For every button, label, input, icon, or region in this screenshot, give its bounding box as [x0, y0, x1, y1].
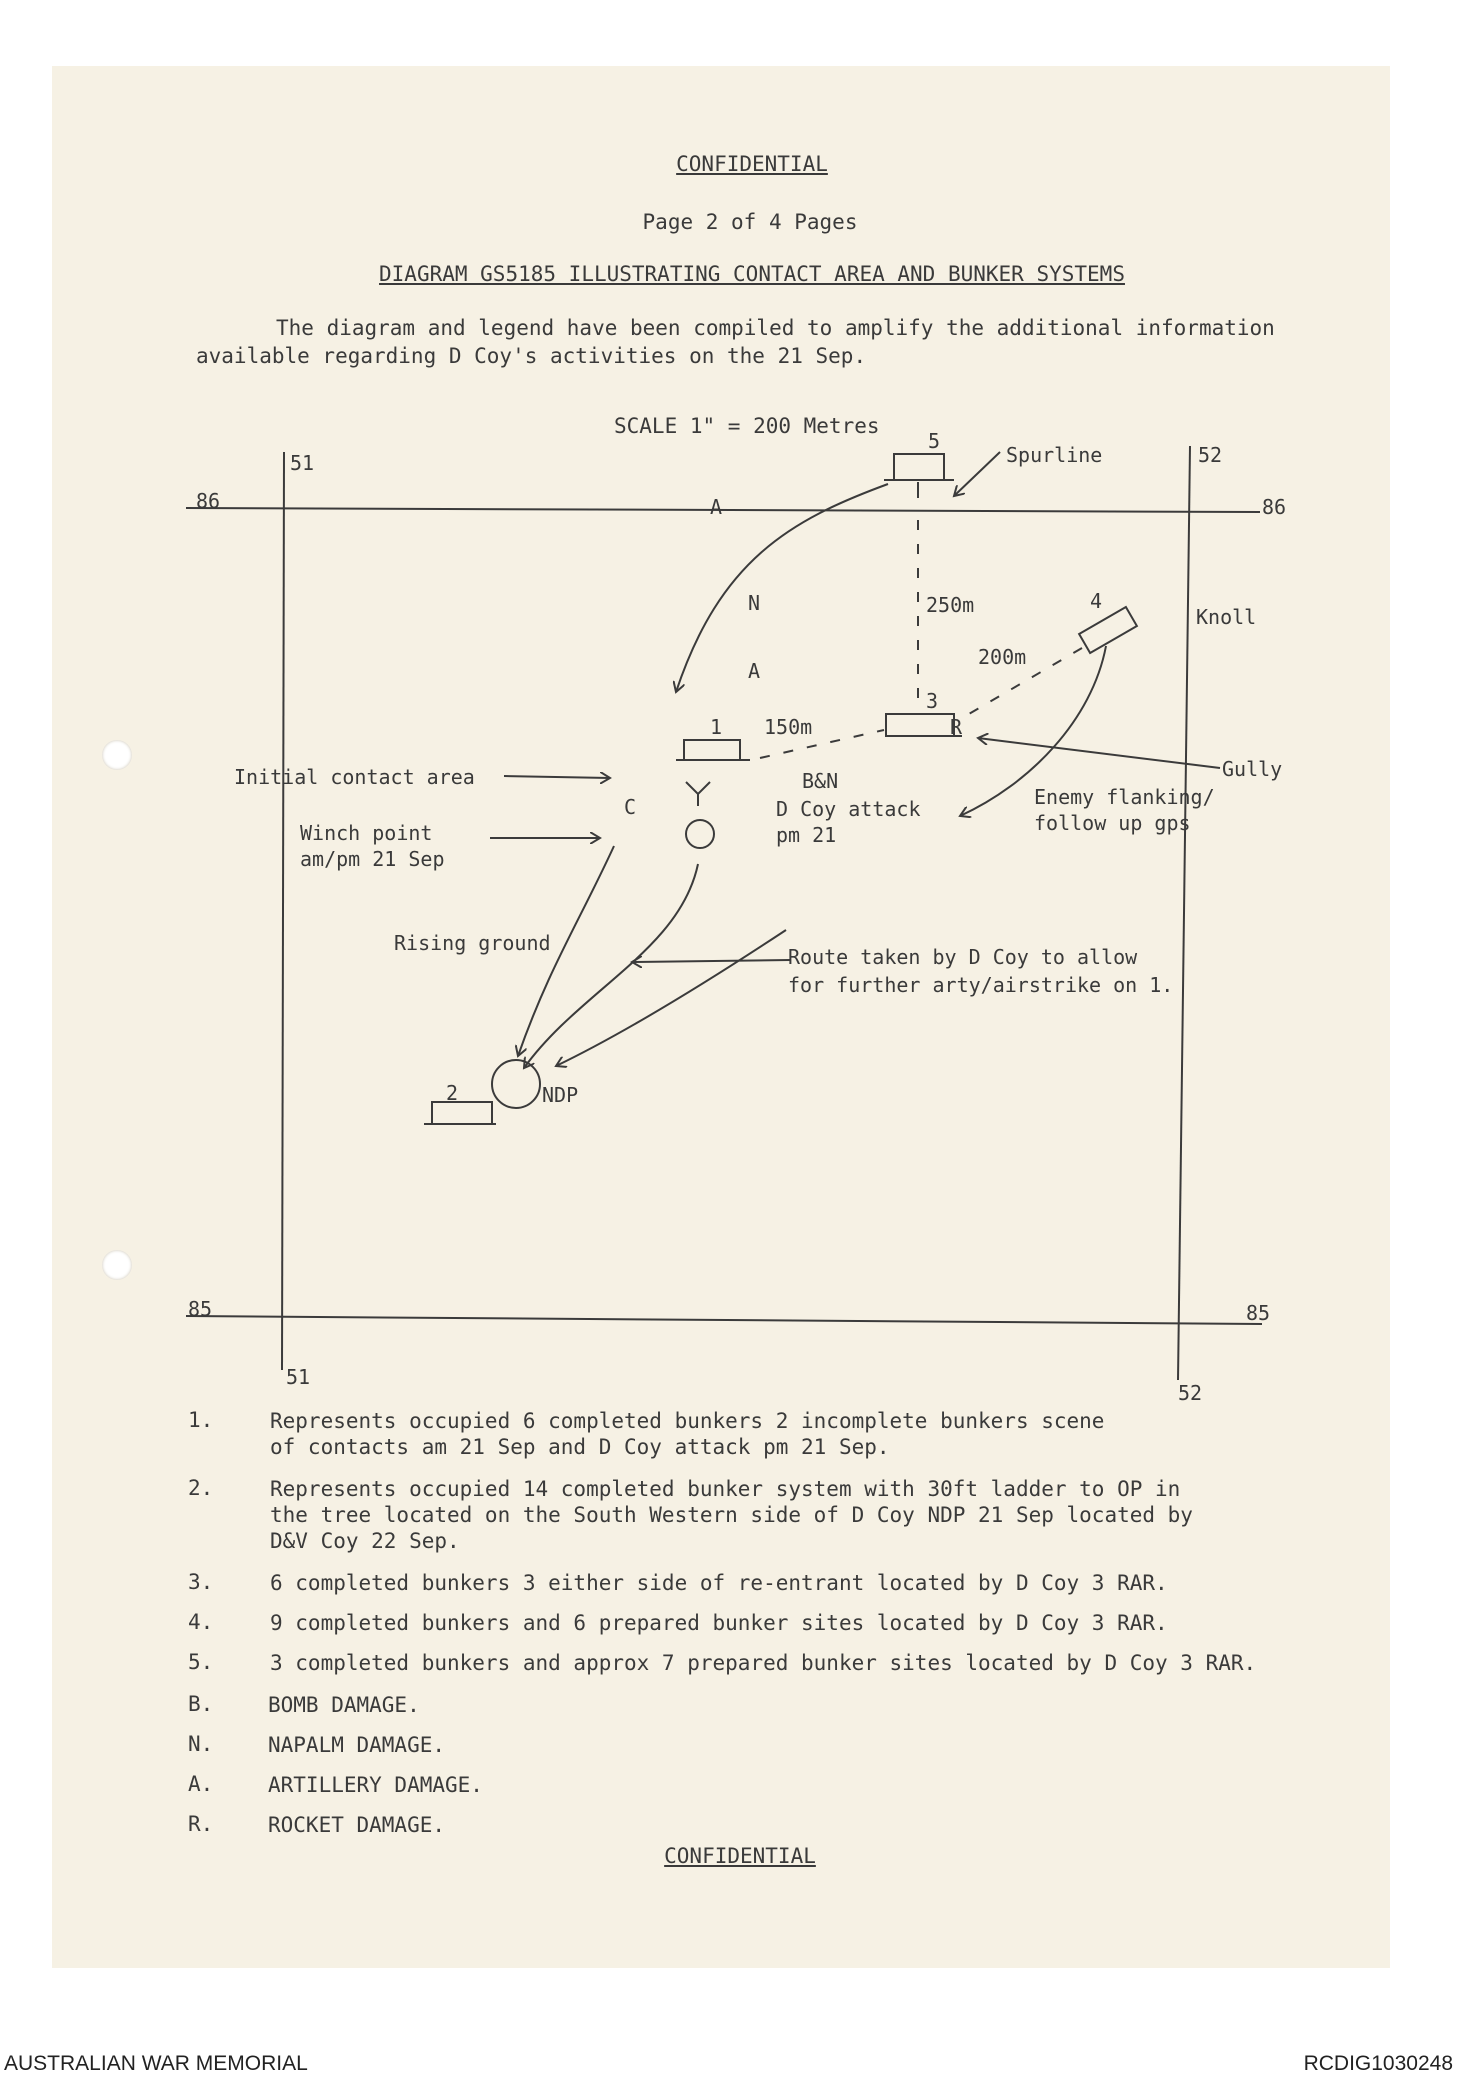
gully-arrow	[978, 738, 1220, 768]
legend-item-1-line-2: of contacts am 21 Sep and D Coy attack pm 21 Sep.	[270, 1435, 890, 1459]
winch-point-line-1: Winch point	[300, 821, 433, 845]
document-title: DIAGRAM GS5185 ILLUSTRATING CONTACT AREA AND BUNKER SYSTEMS	[379, 262, 1125, 286]
legend-key-n: N.	[188, 1732, 214, 1756]
route-label-line-2: for further arty/airstrike on 1.	[788, 973, 1174, 997]
bunker-3-label: 3	[926, 689, 939, 713]
winch-point-circle	[686, 820, 714, 848]
classification-bottom: CONFIDENTIAL	[664, 1844, 816, 1868]
grid-label-51-bottom: 51	[286, 1365, 311, 1389]
route-annotation-arrow	[632, 960, 790, 962]
attack-label-line-2: pm 21	[776, 823, 837, 847]
distance-200m: 200m	[978, 645, 1027, 669]
attack-y-symbol	[686, 782, 710, 806]
distance-150m: 150m	[764, 715, 813, 739]
grid-line-85	[186, 1316, 1262, 1324]
legend-key-a: A.	[188, 1772, 214, 1796]
grid-line-51	[282, 452, 284, 1370]
grid-label-52-bottom: 52	[1178, 1381, 1203, 1405]
knoll-label: Knoll	[1196, 605, 1257, 629]
spurline-label: Spurline	[1006, 443, 1103, 467]
archive-id: RCDIG1030248	[1303, 2052, 1453, 2075]
grid-label-86-left: 86	[196, 489, 221, 513]
legend-item-2	[270, 1476, 1193, 1554]
ndp-circle	[492, 1060, 540, 1108]
grid-label-86-right: 86	[1262, 495, 1287, 519]
initial-contact-arrow	[504, 776, 610, 778]
classification-top: CONFIDENTIAL	[676, 152, 828, 176]
legend-item-2-line-1: Represents occupied 14 completed bunker system with 30ft ladder to OP in	[270, 1477, 1181, 1501]
legend-item-a: ARTILLERY DAMAGE.	[268, 1773, 483, 1797]
grid-line-52	[1178, 446, 1190, 1380]
napalm-label: N	[748, 591, 761, 615]
initial-contact-label: Initial contact area	[234, 765, 475, 789]
intro-line-1: The diagram and legend have been compiled to amplify the additional information	[276, 316, 1275, 340]
legend-key-1: 1.	[188, 1408, 214, 1432]
bunker-5-label: 5	[928, 429, 941, 453]
grid-label-85-right: 85	[1246, 1301, 1271, 1325]
bunker-3-symbol	[886, 714, 954, 736]
bunker-4-label: 4	[1090, 589, 1103, 613]
grid-line-86	[186, 508, 1260, 512]
legend-key-b: B.	[188, 1692, 214, 1716]
bunker-1-symbol	[684, 740, 740, 760]
grid-label-52-top: 52	[1198, 443, 1223, 467]
intro-line-2: available regarding D Coy's activities on the 21 Sep.	[196, 344, 867, 368]
legend-item-n: NAPALM DAMAGE.	[268, 1733, 446, 1757]
legend-key-2: 2.	[188, 1476, 214, 1500]
enemy-flanking-line-1: Enemy flanking/	[1034, 785, 1215, 809]
legend-item-1-line-1: Represents occupied 6 completed bunkers 2 incomplete bunkers scene	[270, 1409, 1105, 1433]
grid-label-85-left: 85	[188, 1297, 213, 1321]
bunker-5-symbol	[894, 454, 944, 480]
artillery-label-top: A	[710, 495, 723, 519]
contact-label-c: C	[624, 795, 637, 819]
gully-label: Gully	[1222, 757, 1283, 781]
enemy-flanking-line-2: follow up gps	[1034, 811, 1191, 835]
legend-key-3: 3.	[188, 1570, 214, 1594]
legend-key-5: 5.	[188, 1650, 214, 1674]
legend-item-2-line-3: D&V Coy 22 Sep.	[270, 1529, 460, 1553]
legend-key-4: 4.	[188, 1610, 214, 1634]
spurline-arrow	[954, 452, 1000, 496]
legend-item-b: BOMB DAMAGE.	[268, 1693, 420, 1717]
legend-item-2-line-2: the tree located on the South Western side of D Coy NDP 21 Sep located by	[270, 1503, 1193, 1527]
legend-item-4: 9 completed bunkers and 6 prepared bunker sites located by D Coy 3 RAR.	[270, 1611, 1168, 1635]
legend-item-5: 3 completed bunkers and approx 7 prepared bunker sites located by D Coy 3 RAR.	[270, 1651, 1257, 1675]
legend-item-r: ROCKET DAMAGE.	[268, 1813, 446, 1837]
grid-label-51-top: 51	[290, 451, 315, 475]
attack-label-line-1: D Coy attack	[776, 797, 921, 821]
distance-250m: 250m	[926, 593, 975, 617]
scale-note: SCALE 1" = 200 Metres	[614, 414, 880, 438]
page-number: Page 2 of 4 Pages	[642, 210, 858, 234]
archive-credit: AUSTRALIAN WAR MEMORIAL	[4, 2052, 308, 2075]
route-label-line-1: Route taken by D Coy to allow	[788, 945, 1138, 969]
rising-ground-label: Rising ground	[394, 931, 551, 955]
bunker-1-label: 1	[710, 715, 723, 739]
bomb-napalm-label: B&N	[802, 769, 839, 793]
ndp-label: NDP	[542, 1083, 579, 1107]
napalm-route-arrow	[676, 484, 888, 692]
bunker-2-symbol	[432, 1102, 492, 1124]
rocket-label: R	[950, 715, 963, 739]
artillery-label-mid: A	[748, 659, 761, 683]
bunker-4-symbol	[1079, 607, 1137, 653]
legend-key-r: R.	[188, 1812, 214, 1836]
winch-point-line-2: am/pm 21 Sep	[300, 847, 445, 871]
bunker-2-label: 2	[446, 1081, 459, 1105]
legend-item-1	[270, 1408, 1104, 1460]
legend-item-3: 6 completed bunkers 3 either side of re-entrant located by D Coy 3 RAR.	[270, 1571, 1168, 1595]
